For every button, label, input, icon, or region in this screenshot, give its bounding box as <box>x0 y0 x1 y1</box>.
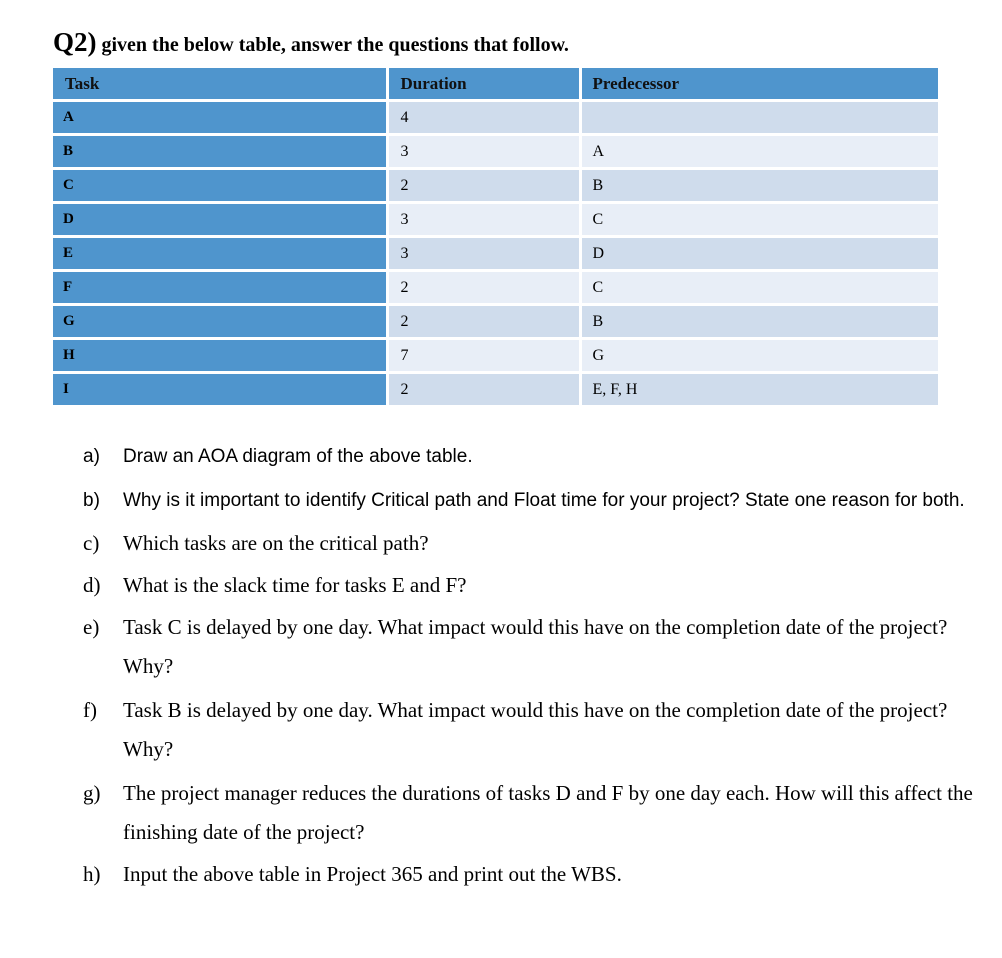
question-letter: a) <box>83 446 100 467</box>
duration-cell: 3 <box>387 237 580 271</box>
question-text: Input the above table in Project 365 and print out the WBS. <box>123 862 622 886</box>
question-item-d <box>83 566 988 605</box>
table-row <box>53 237 939 271</box>
question-text: What is the slack time for tasks E and F? <box>123 573 467 597</box>
question-letter: g) <box>83 781 101 805</box>
duration-cell: 2 <box>387 271 580 305</box>
task-cell: E <box>53 237 387 271</box>
question-list <box>83 436 988 894</box>
predecessor-cell: B <box>580 305 939 339</box>
task-cell: A <box>53 101 387 135</box>
duration-cell: 3 <box>387 203 580 237</box>
predecessor-cell: E, F, H <box>580 373 939 407</box>
question-heading <box>53 26 569 58</box>
question-instruction: given the below table, answer the questions that follow. <box>96 34 569 56</box>
predecessor-cell <box>580 101 939 135</box>
question-text: The project manager reduces the durations of tasks D and F by one day each. How will this affect the finishing date of the project? <box>123 781 973 844</box>
question-text: Why is it important to identify Critical path and Float time for your project? State one reason for both. <box>123 490 965 511</box>
header-duration: Duration <box>387 68 580 101</box>
question-item-h <box>83 855 988 894</box>
duration-cell: 7 <box>387 339 580 373</box>
question-letter: f) <box>83 698 97 722</box>
predecessor-cell: C <box>580 203 939 237</box>
task-cell: H <box>53 339 387 373</box>
task-table <box>53 68 941 408</box>
question-item-e <box>83 608 988 686</box>
task-cell: G <box>53 305 387 339</box>
predecessor-cell: A <box>580 135 939 169</box>
question-item-g <box>83 774 988 852</box>
table-row <box>53 373 939 407</box>
table-header-row <box>53 68 939 101</box>
question-text: Which tasks are on the critical path? <box>123 531 429 555</box>
question-item-f <box>83 691 988 769</box>
table-row <box>53 169 939 203</box>
task-cell: B <box>53 135 387 169</box>
duration-cell: 2 <box>387 305 580 339</box>
predecessor-cell: G <box>580 339 939 373</box>
duration-cell: 2 <box>387 373 580 407</box>
table-row <box>53 271 939 305</box>
task-cell: C <box>53 169 387 203</box>
task-cell: D <box>53 203 387 237</box>
question-item-a <box>83 436 988 478</box>
header-task: Task <box>53 68 387 101</box>
question-letter: b) <box>83 490 100 511</box>
table-row <box>53 305 939 339</box>
question-letter: c) <box>83 531 100 555</box>
question-number: Q2) <box>53 27 97 57</box>
question-text: Task B is delayed by one day. What impact would this have on the completion date of the project? Why? <box>123 698 948 761</box>
predecessor-cell: B <box>580 169 939 203</box>
duration-cell: 2 <box>387 169 580 203</box>
question-letter: d) <box>83 573 101 597</box>
table-row <box>53 339 939 373</box>
task-cell: I <box>53 373 387 407</box>
task-cell: F <box>53 271 387 305</box>
question-text: Draw an AOA diagram of the above table. <box>123 446 473 467</box>
table-row <box>53 203 939 237</box>
question-item-c <box>83 524 988 563</box>
table-row <box>53 101 939 135</box>
question-letter: h) <box>83 862 101 886</box>
table-row <box>53 135 939 169</box>
question-text: Task C is delayed by one day. What impact would this have on the completion date of the project? Why? <box>123 615 948 678</box>
question-letter: e) <box>83 615 100 639</box>
question-item-b <box>83 480 988 522</box>
predecessor-cell: D <box>580 237 939 271</box>
header-predecessor: Predecessor <box>580 68 939 101</box>
predecessor-cell: C <box>580 271 939 305</box>
duration-cell: 4 <box>387 101 580 135</box>
duration-cell: 3 <box>387 135 580 169</box>
